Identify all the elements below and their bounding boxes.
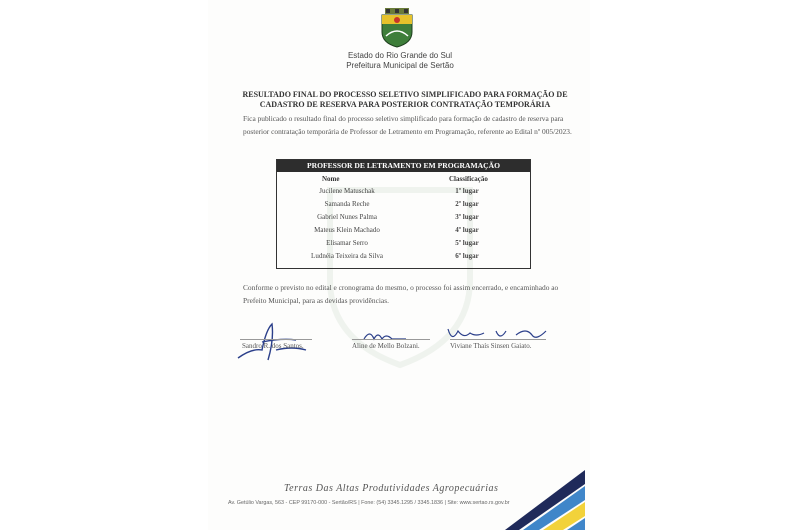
table-row — [277, 239, 530, 252]
signatory-name: Viviane Thaís Sinsen Gaiato. — [450, 342, 532, 350]
signatory-name: Aline de Mello Bolzani. — [352, 342, 420, 350]
footer-motto: Terras Das Altas Produtividades Agropecuárias — [284, 483, 499, 494]
state-name: Estado do Rio Grande do Sul — [347, 51, 453, 60]
table-row — [277, 187, 530, 200]
candidate-place: 3º lugar — [455, 213, 479, 221]
candidate-place: 6º lugar — [455, 252, 479, 260]
candidate-name: Elisamar Serro — [326, 239, 368, 247]
candidate-name: Ludnéia Teixeira da Silva — [311, 252, 383, 260]
candidate-place: 4º lugar — [455, 226, 479, 234]
candidate-name: Mateus Klein Machado — [314, 226, 380, 234]
column-header-rank: Classificação — [449, 175, 488, 183]
decorative-stripes-icon — [505, 470, 585, 530]
intro-paragraph: Fica publicado o resultado final do processo seletivo simplificado para formação de cadastro de reserva para posterior contratação temporária de Professor de Letramento em Programação, referente ao Edital nº 005/2023. — [243, 114, 572, 136]
table-row — [277, 213, 530, 226]
candidate-place: 2º lugar — [455, 200, 479, 208]
table-heading: PROFESSOR DE LETRAMENTO EM PROGRAMAÇÃO — [277, 160, 530, 172]
table-row — [277, 252, 530, 265]
signatory-name: Sandro R. dos Santos. — [242, 342, 304, 350]
table-row — [277, 226, 530, 239]
candidate-name: Samanda Reche — [324, 200, 370, 208]
results-table — [276, 159, 531, 269]
column-header-name: Nome — [322, 175, 340, 183]
candidate-place: 5º lugar — [455, 239, 479, 247]
candidate-place: 1º lugar — [455, 187, 479, 195]
closing-paragraph: Conforme o previsto no edital e cronograma do mesmo, o processo foi assim encerrado, e encaminhado ao Prefeito Municipal, para as devidas providências. — [243, 283, 559, 305]
signature-line — [240, 339, 312, 340]
municipal-crest-icon — [376, 6, 418, 48]
municipality-name: Prefeitura Municipal de Sertão — [346, 61, 454, 70]
signature-line — [352, 339, 430, 340]
signature-line — [450, 339, 546, 340]
candidate-name: Jucilene Matuschak — [319, 187, 375, 195]
candidate-name: Gabriel Nunes Palma — [317, 213, 377, 221]
footer-address: Av. Getúlio Vargas, 563 - CEP 99170-000 - Sertão/RS | Fone: (54) 3345.1295 / 3345.1836 | Site: www.sertao.rs.gov.br — [228, 500, 510, 506]
table-row — [277, 200, 530, 213]
document-title: RESULTADO FINAL DO PROCESSO SELETIVO SIMPLIFICADO PARA FORMAÇÃO DE CADASTRO DE RESERVA PARA POSTERIOR CONTRATAÇÃO TEMPORÁRIA — [242, 90, 568, 109]
